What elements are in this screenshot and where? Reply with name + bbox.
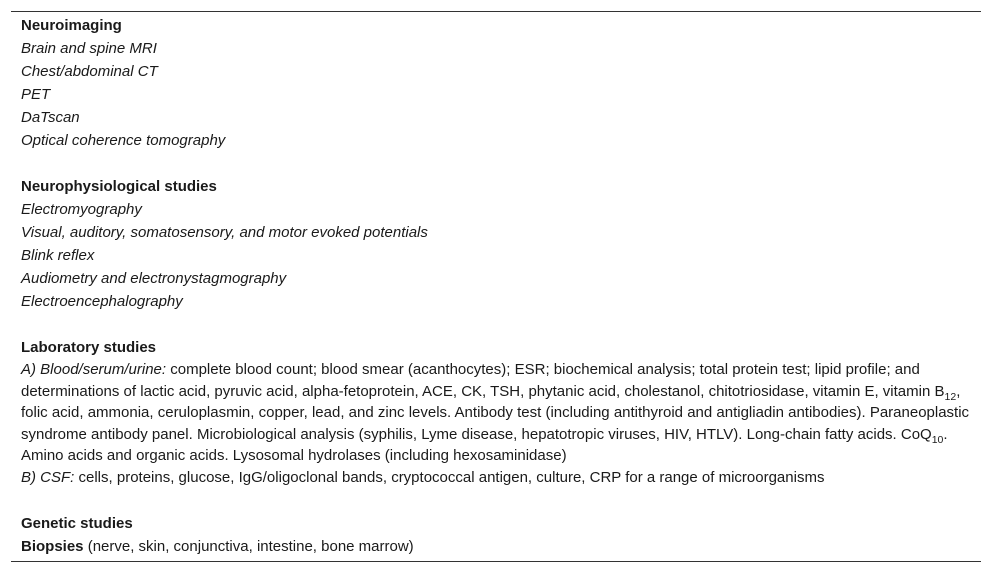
neuroimaging-item: PET	[21, 86, 51, 103]
neuroimaging-item: Brain and spine MRI	[21, 40, 157, 57]
blood-subscript: 12	[944, 390, 957, 403]
csf-text: cells, proteins, glucose, IgG/oligoclonal bands, cryptococcal antigen, culture, CRP for a range of microorganisms	[74, 468, 825, 486]
blood-subscript: 10	[931, 433, 944, 446]
biopsies-text: (nerve, skin, conjunctiva, intestine, bone marrow)	[83, 537, 414, 555]
neurophysiological-item: Electroencephalography	[21, 293, 183, 310]
neurophysiological-item: Electromyography	[21, 201, 142, 218]
neuroimaging-item: Optical coherence tomography	[21, 132, 226, 149]
blood-text-part: complete blood count; blood smear (acanthocytes); ESR; biochemical analysis; total protein test; lipid profile; and determinations of lactic acid, pyruvic acid, alpha-fetoprotein, ACE, CK, TSH, phytanic acid, cholestanol, chitotriosidase, vitamin E, vitamin B	[21, 361, 945, 400]
blood-text-part: , folic acid, ammonia, ceruloplasmin, copper, lead, and zinc levels. Antibody test (including antithyroid and antigliadin antibodies). Paraneoplastic syndrome antibody panel. Microbiological analysis (syphilis, Lyme disease, hepatotropic viruses, HIV, HTLV). Long-chain fatty acids. CoQ	[21, 382, 970, 443]
neurophysiological-item: Visual, auditory, somatosensory, and motor evoked potentials	[21, 224, 428, 241]
biopsies-line	[21, 535, 973, 558]
neuroimaging-item: Chest/abdominal CT	[21, 63, 158, 80]
csf-label: B) CSF:	[21, 468, 75, 486]
biopsies-heading: Biopsies	[21, 537, 84, 555]
section-spacer	[21, 313, 973, 336]
blood-text-part: . Amino acids and organic acids. Lysosomal hydrolases (including hexosaminidase)	[21, 425, 948, 465]
laboratory-heading: Laboratory studies	[21, 339, 157, 356]
neurophysiological-item: Blink reflex	[21, 247, 95, 264]
neuroimaging-heading: Neuroimaging	[21, 17, 122, 34]
laboratory-csf-paragraph	[21, 467, 973, 489]
neurophysiological-item: Audiometry and electronystagmography	[21, 270, 287, 287]
studies-table	[11, 11, 981, 562]
neurophysiological-heading: Neurophysiological studies	[21, 178, 217, 195]
blood-label: A) Blood/serum/urine:	[21, 361, 167, 378]
neuroimaging-item: DaTscan	[21, 109, 80, 126]
table-content	[21, 14, 973, 558]
genetic-heading: Genetic studies	[21, 514, 133, 532]
laboratory-blood-paragraph	[21, 359, 973, 467]
section-spacer	[21, 152, 973, 175]
section-spacer	[21, 489, 973, 512]
